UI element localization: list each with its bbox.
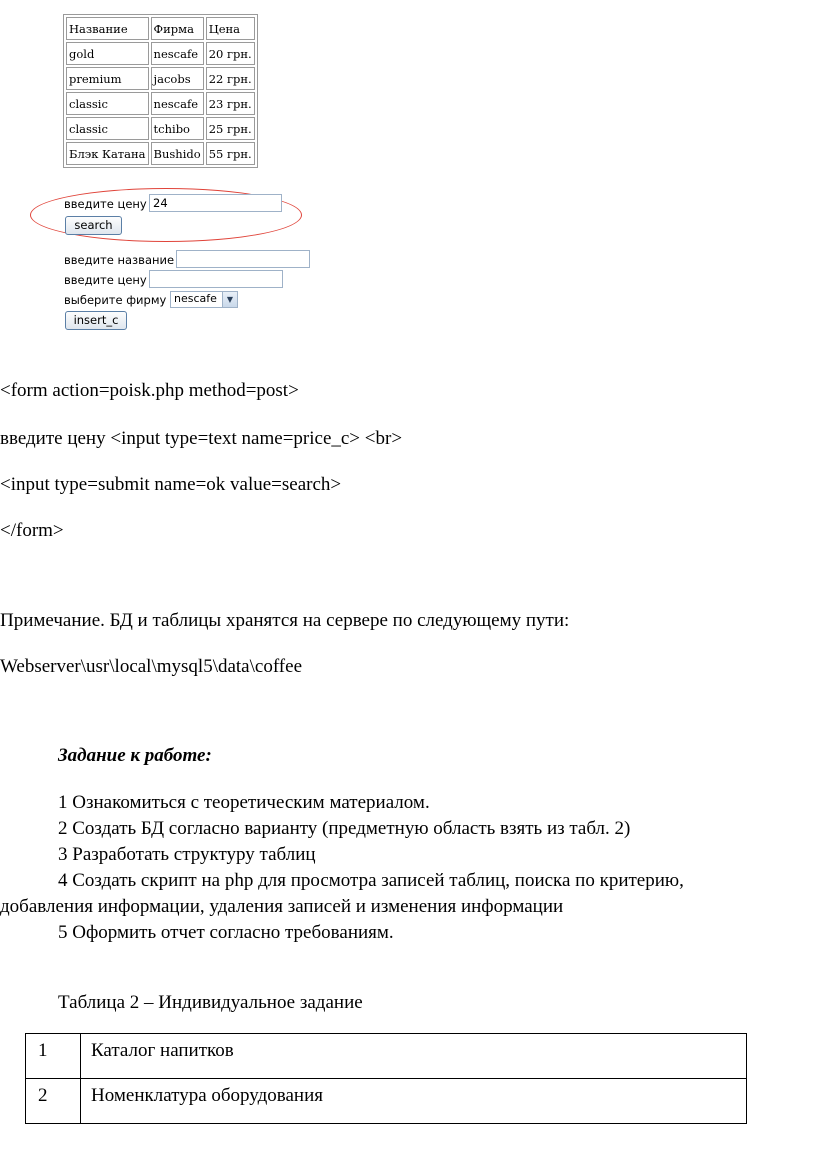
- table-row: [66, 117, 255, 140]
- table2-text: Каталог напитков: [81, 1034, 747, 1079]
- code-line: введите цену <input type=text name=price_c> <br>: [0, 428, 403, 449]
- table-header-cell: Фирма: [151, 17, 204, 40]
- table-row: [66, 142, 255, 165]
- table2: [25, 1033, 747, 1124]
- search-price-label: введите цену: [64, 197, 147, 211]
- table-cell: tchibo: [151, 117, 204, 140]
- table-row: [26, 1079, 747, 1124]
- table-cell: 22 грн.: [206, 67, 255, 90]
- table-header-cell: Название: [66, 17, 149, 40]
- table2-text: Номенклатура оборудования: [81, 1079, 747, 1124]
- table2-num: 2: [26, 1079, 81, 1124]
- insert-button[interactable]: insert_c: [65, 311, 127, 330]
- table-cell: classic: [66, 117, 149, 140]
- search-button[interactable]: search: [65, 216, 122, 235]
- task-item: 4 Создать скрипт на php для просмотра записей таблиц, поиска по критерию,: [58, 870, 684, 891]
- table-row: [66, 67, 255, 90]
- table-row: [66, 92, 255, 115]
- chevron-down-icon: ▼: [222, 292, 237, 307]
- table2-caption: Таблица 2 – Индивидуальное задание: [58, 992, 363, 1013]
- table-header-cell: Цена: [206, 17, 255, 40]
- note-path: Webserver\usr\local\mysql5\data\coffee: [0, 656, 303, 677]
- insert-name-input[interactable]: [176, 250, 310, 268]
- insert-firm-label: выберите фирму: [64, 293, 167, 307]
- table2-num: 1: [26, 1034, 81, 1079]
- table-cell: 23 грн.: [206, 92, 255, 115]
- table-cell: 25 грн.: [206, 117, 255, 140]
- table-cell: nescafe: [151, 42, 204, 65]
- code-line: </form>: [0, 520, 64, 541]
- code-line: <input type=submit name=ok value=search>: [0, 474, 342, 495]
- table-cell: 55 грн.: [206, 142, 255, 165]
- table-cell: Bushido: [151, 142, 204, 165]
- insert-price-input[interactable]: [149, 270, 283, 288]
- task-item: 2 Создать БД согласно варианту (предметную область взять из табл. 2): [58, 818, 631, 839]
- task-title: Задание к работе:: [58, 745, 212, 766]
- table-cell: nescafe: [151, 92, 204, 115]
- insert-price-label: введите цену: [64, 273, 147, 287]
- table-cell: 20 грн.: [206, 42, 255, 65]
- table-header-row: [66, 17, 255, 40]
- note-line: Примечание. БД и таблицы хранятся на сервере по следующему пути:: [0, 610, 570, 631]
- code-line: <form action=poisk.php method=post>: [0, 380, 299, 401]
- insert-name-label: введите название: [64, 253, 175, 267]
- search-price-input[interactable]: 24: [149, 194, 282, 212]
- table-row: [66, 42, 255, 65]
- coffee-table: [63, 14, 258, 168]
- table-cell: Блэк Катана: [66, 142, 149, 165]
- table-cell: gold: [66, 42, 149, 65]
- firm-select[interactable]: [170, 291, 238, 308]
- task-item: 5 Оформить отчет согласно требованиям.: [58, 922, 394, 943]
- task-item-continued: добавления информации, удаления записей и изменения информации: [0, 896, 564, 917]
- table-row: [26, 1034, 747, 1079]
- table-cell: classic: [66, 92, 149, 115]
- table-cell: premium: [66, 67, 149, 90]
- task-item: 3 Разработать структуру таблиц: [58, 844, 316, 865]
- task-item: 1 Ознакомиться с теоретическим материалом.: [58, 792, 430, 813]
- table-cell: jacobs: [151, 67, 204, 90]
- firm-select-value: nescafe: [174, 292, 217, 305]
